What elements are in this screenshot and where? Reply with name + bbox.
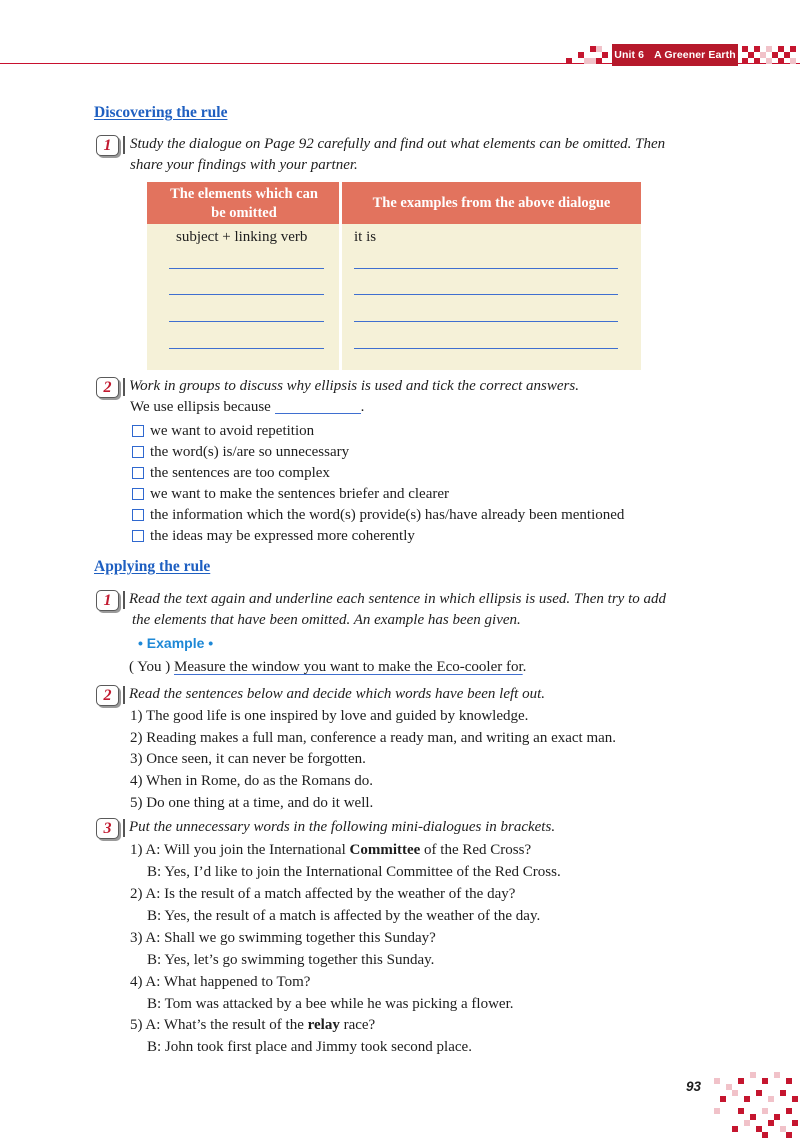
task-instruction: Study the dialogue on Page 92 carefully and find out what elements can be omitted. Then	[130, 136, 666, 152]
numbered-sentence: 2) Reading makes a full man, conference a ready man, and writing an exact man.	[130, 730, 617, 746]
task-number-badge: 2	[96, 377, 119, 398]
dialogue-line: B: Yes, I’d like to join the International Committee of the Red Cross.	[147, 864, 561, 880]
table-header-col2: The examples from the above dialogue	[372, 195, 611, 211]
option-label: the information which the word(s) provide(s) has/have already been mentioned	[150, 507, 625, 523]
task-number-badge: 1	[96, 135, 119, 156]
option-label: we want to make the sentences briefer and clearer	[150, 486, 450, 502]
unit-title: A Greener Earth	[654, 49, 736, 61]
task-instruction: Read the sentences below and decide which words have been left out.	[129, 686, 546, 702]
dialogue-line: B: Yes, let’s go swimming together this Sunday.	[147, 952, 435, 968]
dialogue-line: 3) A: Shall we go swimming together this Sunday?	[130, 930, 436, 946]
option-label: the ideas may be expressed more coherently	[150, 528, 415, 544]
task-instruction: Read the text again and underline each sentence in which ellipsis is used. Then try to add	[129, 591, 666, 607]
table-header-col1: The elements which can be omitted	[170, 186, 318, 221]
task-number-badge: 2	[96, 685, 119, 706]
answer-blank[interactable]	[354, 268, 618, 269]
dialogue-line: 4) A: What happened to Tom?	[130, 974, 311, 990]
answer-blank[interactable]	[354, 294, 618, 295]
dialogue-line: 5) A: What’s the result of the relay race?	[130, 1017, 376, 1033]
answer-blank[interactable]	[354, 321, 618, 322]
badge-divider	[123, 819, 125, 837]
task-instruction: share your findings with your partner.	[130, 157, 358, 173]
option-label: we want to avoid repetition	[150, 423, 315, 439]
answer-blank[interactable]	[169, 294, 324, 295]
option-checkbox[interactable]	[132, 467, 144, 479]
underlined-example: Measure the window you want to make the Eco-cooler for	[174, 659, 523, 675]
option-checkbox[interactable]	[132, 425, 144, 437]
badge-divider	[123, 591, 125, 609]
answer-blank[interactable]	[275, 399, 361, 414]
dialogue-line: 2) A: Is the result of a match affected by the weather of the day?	[130, 886, 516, 902]
dialogue-line: B: Tom was attacked by a bee while he was picking a flower.	[147, 996, 514, 1012]
numbered-sentence: 1) The good life is one inspired by love and guided by knowledge.	[130, 708, 529, 724]
numbered-sentence: 3) Once seen, it can never be forgotten.	[130, 751, 366, 767]
dialogue-line: 1) A: Will you join the International Committee of the Red Cross?	[130, 842, 532, 858]
answer-blank[interactable]	[169, 348, 324, 349]
unit-label: Unit 6	[614, 49, 645, 61]
table-cell: it is	[354, 229, 377, 245]
option-label: the word(s) is/are so unnecessary	[150, 444, 350, 460]
section-heading-discovering: Discovering the rule	[94, 104, 228, 121]
numbered-sentence: 5) Do one thing at a time, and do it well.	[130, 795, 374, 811]
option-checkbox[interactable]	[132, 488, 144, 500]
task-instruction: the elements that have been omitted. An example has been given.	[132, 612, 521, 628]
badge-divider	[123, 686, 125, 704]
dialogue-line: B: Yes, the result of a match is affected by the weather of the day.	[147, 908, 541, 924]
answer-blank[interactable]	[354, 348, 618, 349]
task-number-badge: 1	[96, 590, 119, 611]
page-number: 93	[686, 1079, 702, 1094]
answer-blank[interactable]	[169, 268, 324, 269]
numbered-sentence: 4) When in Rome, do as the Romans do.	[130, 773, 374, 789]
task-number-badge: 3	[96, 818, 119, 839]
example-label: • Example •	[138, 635, 214, 651]
dialogue-line: B: John took first place and Jimmy took second place.	[147, 1039, 472, 1055]
badge-divider	[123, 378, 125, 396]
option-label: the sentences are too complex	[150, 465, 330, 481]
stem-sentence: We use ellipsis because .	[130, 399, 365, 415]
answer-blank[interactable]	[169, 321, 324, 322]
option-checkbox[interactable]	[132, 530, 144, 542]
option-checkbox[interactable]	[132, 509, 144, 521]
option-checkbox[interactable]	[132, 446, 144, 458]
table-cell: subject + linking verb	[176, 229, 308, 245]
section-heading-applying: Applying the rule	[94, 558, 211, 575]
task-instruction: Work in groups to discuss why ellipsis is used and tick the correct answers.	[129, 378, 579, 394]
task-instruction: Put the unnecessary words in the following mini-dialogues in brackets.	[129, 819, 556, 835]
unit-banner	[612, 44, 738, 66]
badge-divider	[123, 136, 125, 154]
example-sentence: ( You ) Measure the window you want to make the Eco-cooler for.	[129, 659, 527, 675]
